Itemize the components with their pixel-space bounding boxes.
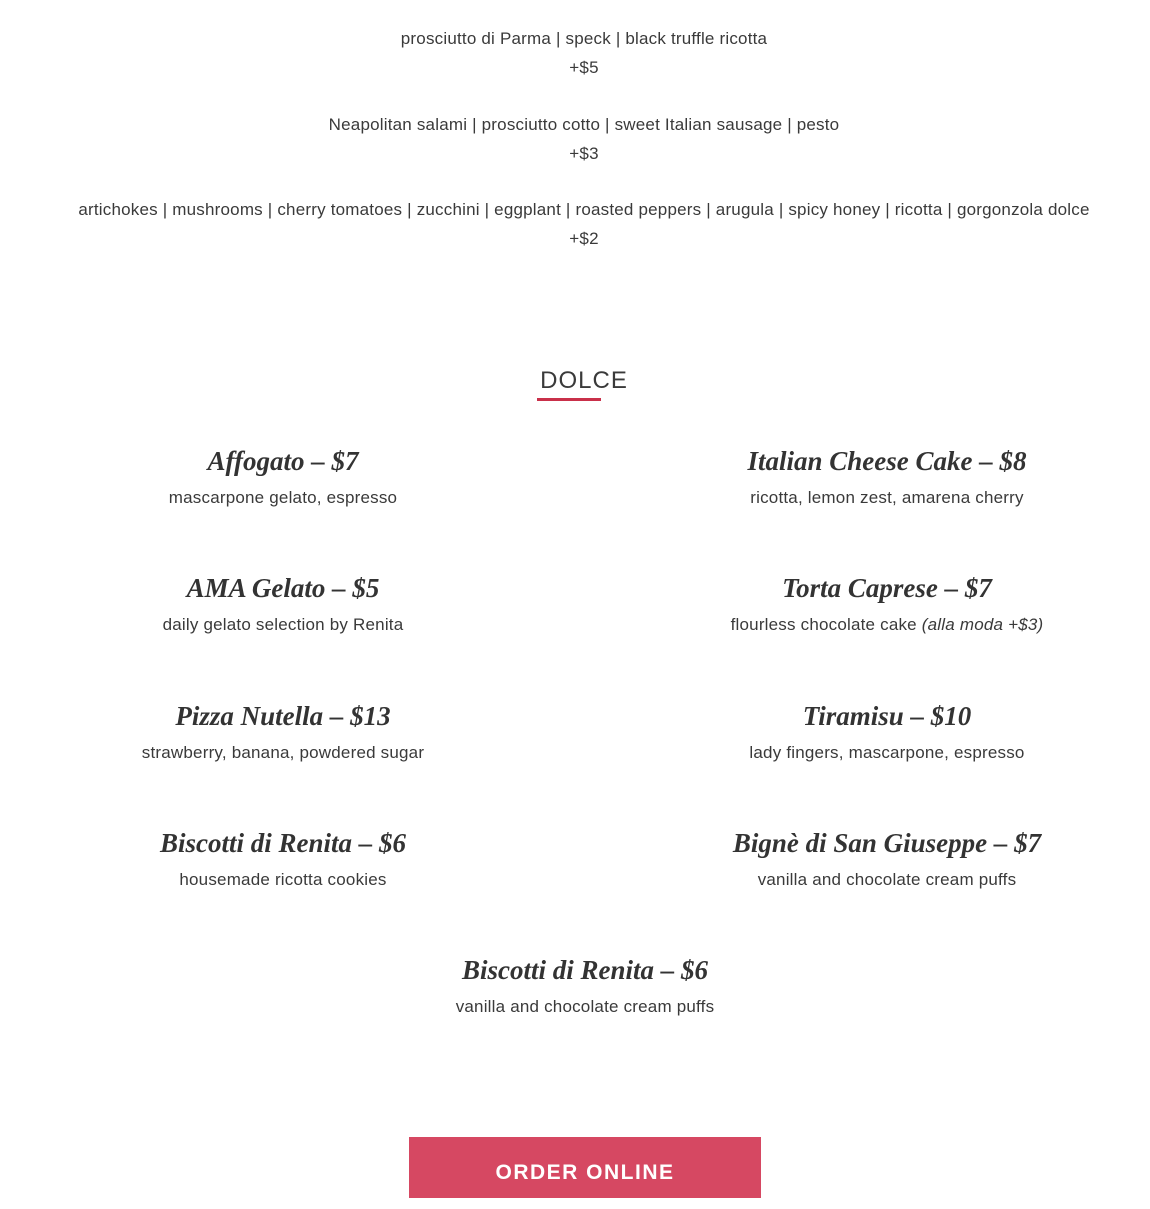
addon-price: +$3 — [569, 144, 599, 163]
section-title-dolce: DOLCE — [540, 367, 628, 394]
menu-item-biscotti-di-renita-2 — [285, 954, 885, 1019]
menu-item-name: Italian Cheese Cake – $8 — [747, 446, 1027, 476]
addon-items: prosciutto di Parma | speck | black truffle ricotta — [400, 29, 768, 48]
menu-item-description: mascarpone gelato, espresso — [168, 488, 398, 507]
addon-group-vegetables — [0, 195, 1150, 253]
menu-item-name: AMA Gelato – $5 — [186, 573, 380, 603]
menu-item-description: strawberry, banana, powdered sugar — [141, 743, 425, 762]
section-title-underline — [537, 398, 601, 401]
addon-price: +$5 — [569, 58, 599, 77]
menu-item-description: vanilla and chocolate cream puffs — [455, 997, 715, 1016]
menu-item-name: Biscotti di Renita – $6 — [159, 828, 407, 858]
menu-item-name: Bignè di San Giuseppe – $7 — [732, 828, 1042, 858]
menu-item-name: Biscotti di Renita – $6 — [461, 955, 709, 985]
menu-item-description-note: (alla moda +$3) — [921, 615, 1044, 634]
menu-item-name: Pizza Nutella – $13 — [175, 701, 391, 731]
menu-item-description-text: flourless chocolate cake — [730, 615, 917, 634]
menu-item-name: Tiramisu – $10 — [802, 701, 972, 731]
menu-item-description: daily gelato selection by Renita — [162, 615, 404, 634]
menu-item-pizza-nutella — [0, 700, 583, 765]
menu-item-description: lady fingers, mascarpone, espresso — [749, 743, 1025, 762]
order-online-button[interactable]: ORDER ONLINE — [409, 1137, 761, 1198]
menu-item-name: Torta Caprese – $7 — [782, 573, 992, 603]
menu-item-tiramisu — [587, 700, 1150, 765]
menu-item-torta-caprese — [587, 572, 1150, 637]
addon-items: artichokes | mushrooms | cherry tomatoes | zucchini | eggplant | roasted peppers | arugula | spicy honey | ricotta | gorgonzola dolce — [78, 200, 1090, 219]
menu-item-description — [587, 613, 1150, 637]
addon-price: +$2 — [569, 229, 599, 248]
menu-item-description: ricotta, lemon zest, amarena cherry — [750, 488, 1024, 507]
menu-item-bigne-di-san-giuseppe — [587, 827, 1150, 892]
menu-item-italian-cheese-cake — [587, 445, 1150, 510]
menu-item-description: housemade ricotta cookies — [179, 870, 387, 889]
addon-items: Neapolitan salami | prosciutto cotto | sweet Italian sausage | pesto — [328, 115, 840, 134]
menu-item-biscotti-di-renita — [0, 827, 583, 892]
menu-item-description: vanilla and chocolate cream puffs — [757, 870, 1017, 889]
addon-group-meats — [0, 110, 1150, 168]
menu-item-ama-gelato — [0, 572, 583, 637]
addon-group-premium-meats — [0, 24, 1150, 82]
menu-item-name: Affogato – $7 — [207, 446, 359, 476]
menu-item-affogato — [0, 445, 583, 510]
